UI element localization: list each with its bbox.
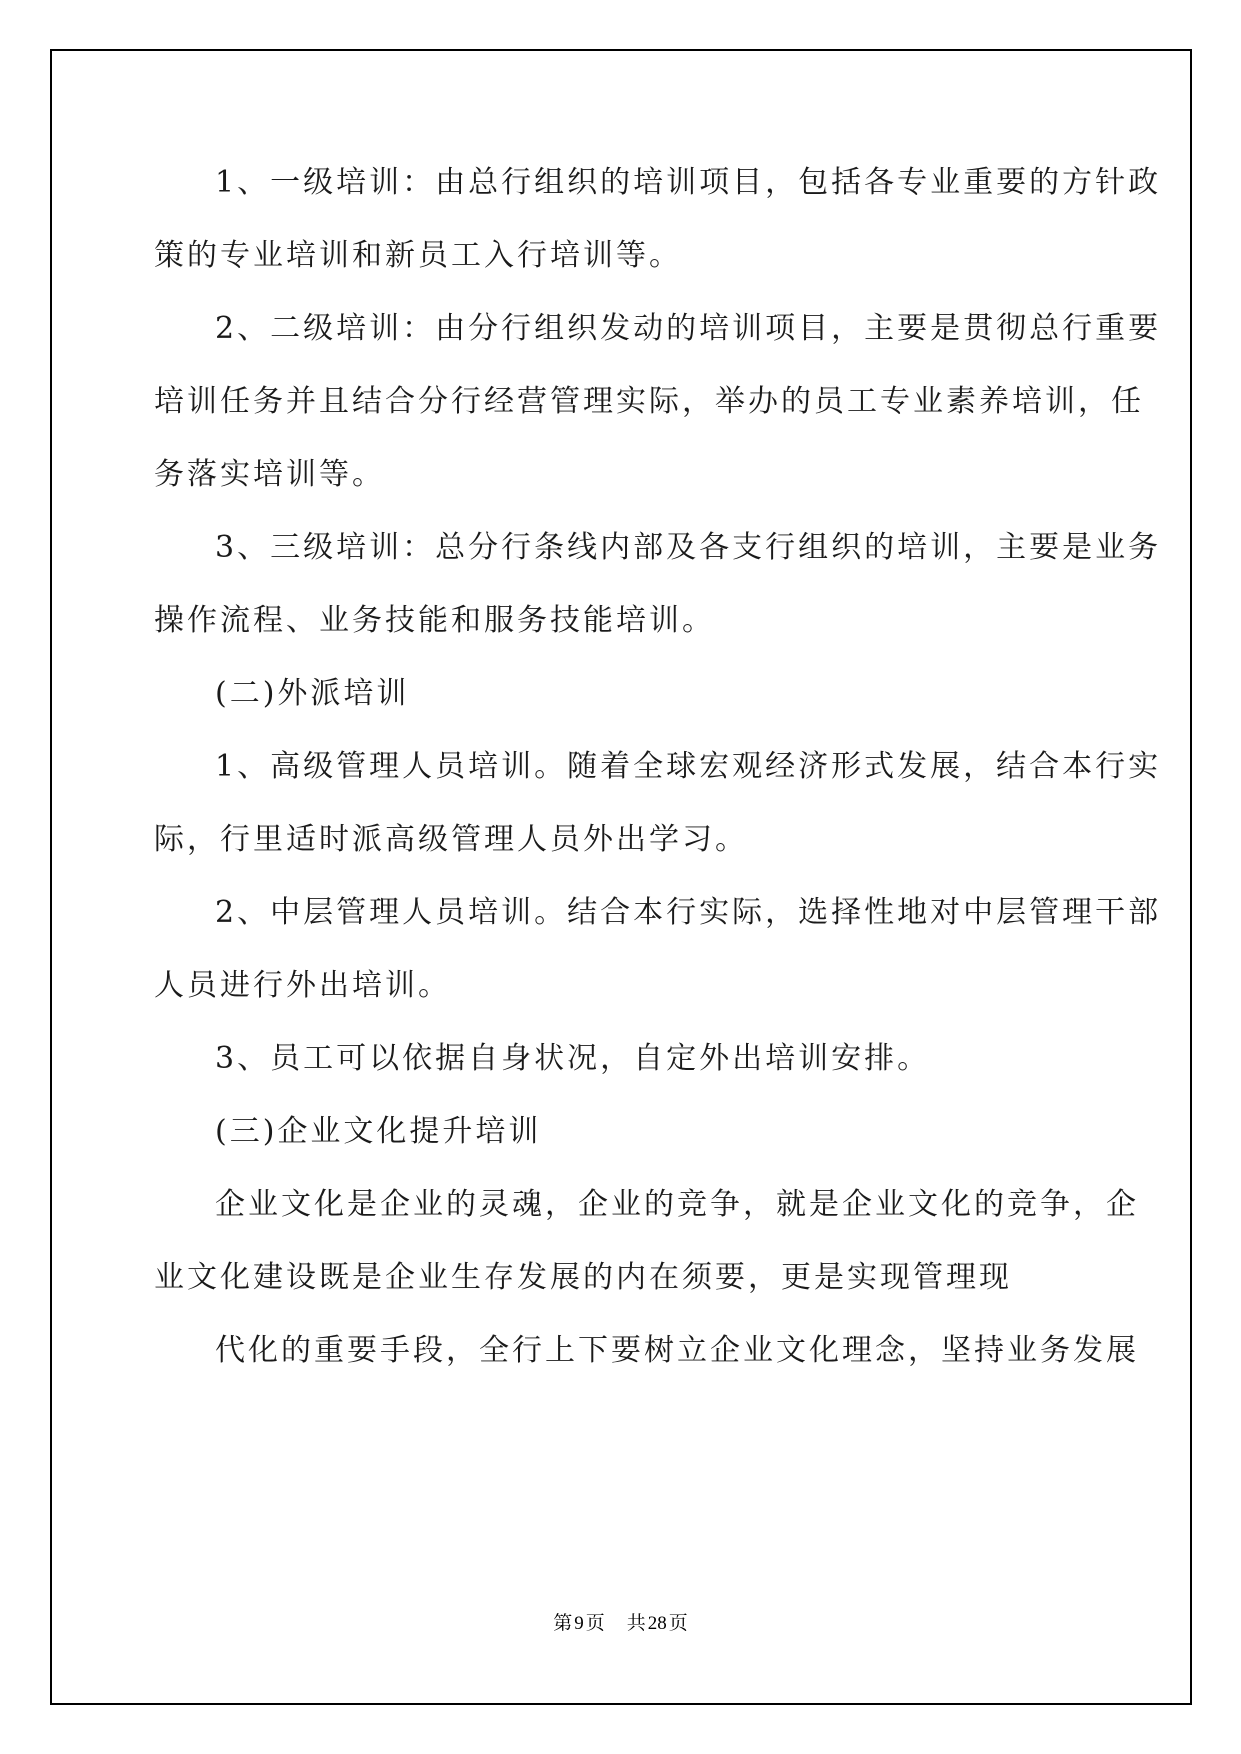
text-line: 策的专业培训和新员工入行培训等。 [154,238,682,273]
text-line: 业文化建设既是企业生存发展的内在须要，更是实现管理现 [154,1260,1012,1295]
page-label-suffix: 页 [585,1613,605,1634]
text-line: 2、中层管理人员培训。结合本行实际，选择性地对中层管理干部 [215,895,1162,930]
page-label-prefix: 第 [553,1613,573,1634]
text-line: 际，行里适时派高级管理人员外出学习。 [154,822,748,857]
text-line: 代化的重要手段，全行上下要树立企业文化理念，坚持业务发展 [215,1333,1139,1368]
total-label-prefix: 共 [626,1613,646,1634]
total-pages: 28 [647,1613,667,1634]
text-line: 人员进行外出培训。 [154,968,451,1003]
text-line: 3、三级培训：总分行条线内部及各支行组织的培训，主要是业务 [215,530,1162,565]
text-line: 1、高级管理人员培训。随着全球宏观经济形式发展，结合本行实 [215,749,1162,784]
text-line: 务落实培训等。 [154,457,385,492]
text-line: 培训任务并且结合分行经营管理实际，举办的员工专业素养培训，任 [154,384,1144,419]
section-heading: (三)企业文化提升培训 [215,1114,542,1149]
text-line: 3、员工可以依据自身状况，自定外出培训安排。 [215,1041,931,1076]
total-label-suffix: 页 [668,1613,688,1634]
text-line: 1、一级培训：由总行组织的培训项目，包括各专业重要的方针政 [215,165,1162,200]
section-heading: (二)外派培训 [215,676,410,711]
text-line: 操作流程、业务技能和服务技能培训。 [154,603,715,638]
page-number: 9 [574,1613,584,1634]
text-line: 2、二级培训：由分行组织发动的培训项目，主要是贯彻总行重要 [215,311,1162,346]
text-line: 企业文化是企业的灵魂，企业的竞争，就是企业文化的竞争，企 [215,1187,1139,1222]
page-footer [0,1612,1241,1636]
page-border [50,49,1192,1705]
